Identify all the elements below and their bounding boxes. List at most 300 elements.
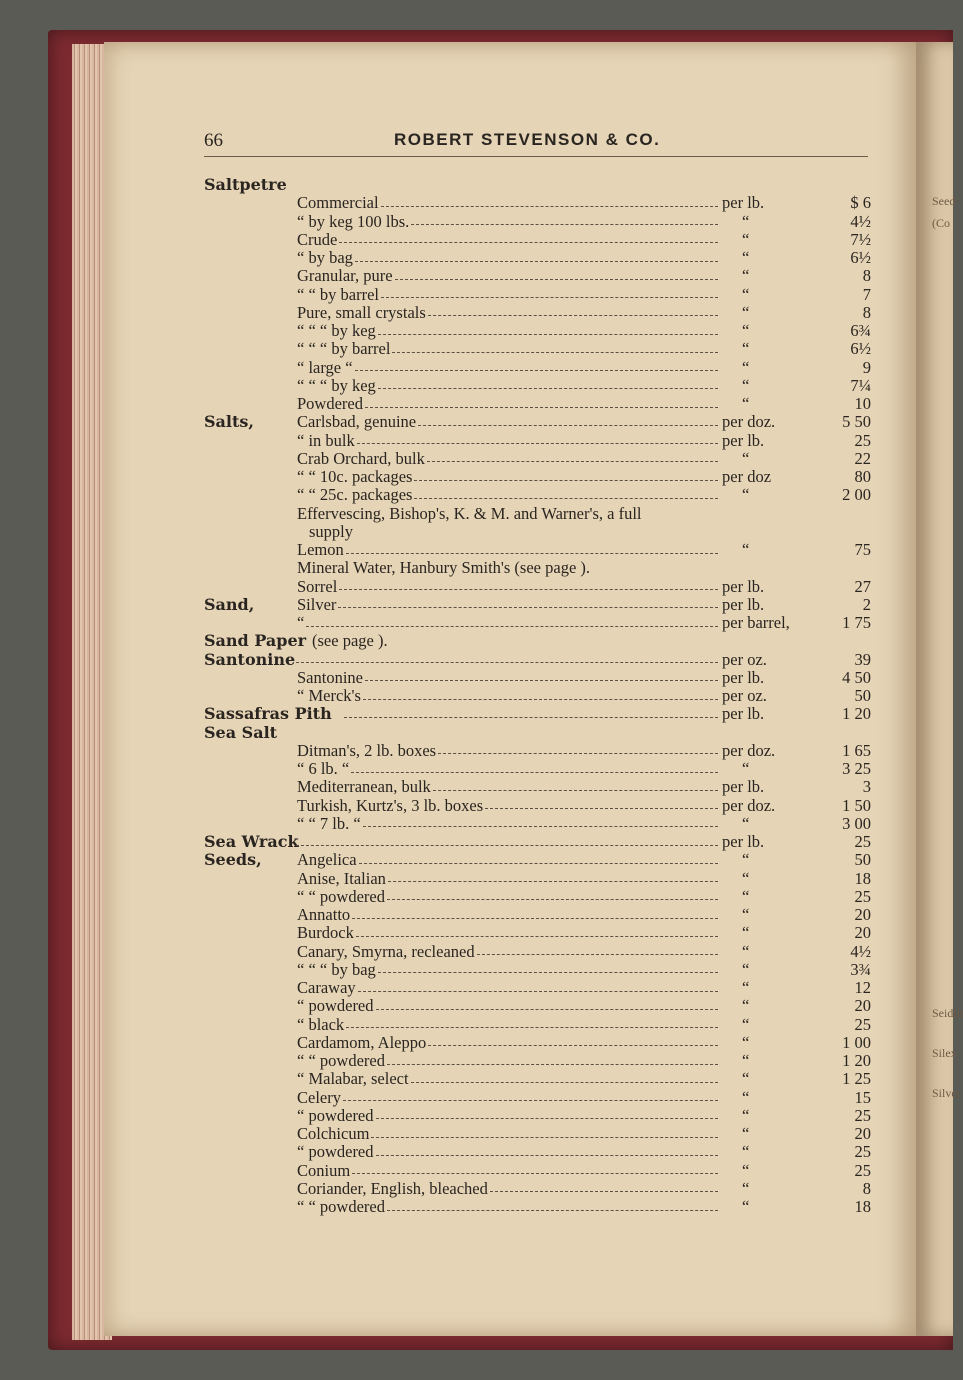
unit-label: “ [742, 813, 750, 833]
item-name: “ “ 10c. packages [297, 467, 413, 486]
dot-leader [371, 1137, 718, 1138]
item-description [297, 286, 720, 304]
item-description [297, 924, 720, 942]
price-value: 39 [854, 649, 871, 669]
dot-leader [381, 297, 718, 298]
price-value: 25 [854, 1105, 871, 1125]
dot-leader [339, 242, 718, 243]
list-item [0, 505, 953, 523]
dot-leader [418, 425, 718, 426]
unit-label: per lb. [722, 667, 765, 687]
price-value: 18 [854, 1197, 871, 1216]
item-name: “ “ “ by bag [297, 959, 376, 979]
price-value: 1 20 [842, 704, 871, 724]
list-item [0, 578, 953, 596]
dot-leader [355, 261, 718, 262]
dot-leader [378, 334, 718, 335]
item-description [297, 194, 720, 212]
list-item [0, 176, 953, 194]
item-name: Anise, Italian [297, 868, 386, 888]
item-description [297, 870, 720, 888]
unit-label: per lb. [722, 704, 765, 724]
price-value: 1 00 [842, 1032, 871, 1052]
price-value: 25 [854, 430, 871, 450]
price-value: 2 00 [842, 485, 871, 505]
price-value: 3¾ [850, 959, 871, 979]
adjacent-fragment: (Co [932, 216, 950, 230]
unit-label: “ [742, 1160, 750, 1180]
item-name: “ Malabar, select [297, 1069, 409, 1089]
list-item [0, 468, 953, 486]
dot-leader [365, 680, 718, 681]
dot-leader [485, 808, 718, 809]
item-name: Coriander, English, bleached [297, 1178, 488, 1198]
list-item [0, 1125, 953, 1143]
unit-label: “ [742, 229, 750, 249]
item-description [297, 377, 720, 395]
item-description [297, 340, 720, 358]
dot-leader [344, 717, 718, 718]
item-name: Pure, small crystals [297, 302, 426, 322]
dot-leader [378, 388, 718, 389]
dot-leader [414, 480, 718, 481]
dot-leader [414, 498, 718, 499]
item-name: Effervescing, Bishop's, K. & M. and Warner's, a full [297, 503, 642, 523]
list-item [0, 724, 953, 742]
item-description [297, 432, 720, 450]
list-item [0, 614, 953, 632]
list-item [0, 651, 953, 669]
price-value: 6¾ [850, 321, 871, 340]
dot-leader [395, 279, 718, 280]
item-description [342, 705, 720, 723]
price-value: 8 [862, 1178, 871, 1198]
item-name: “ large “ [297, 357, 353, 377]
dot-leader [387, 899, 718, 900]
price-value: 20 [854, 923, 871, 943]
item-name: supply [309, 521, 354, 541]
unit-label: “ [742, 1051, 750, 1070]
dot-leader [428, 1045, 718, 1046]
unit-label: “ [742, 266, 750, 286]
price-value: 7¼ [850, 375, 871, 395]
dot-leader [356, 936, 718, 937]
dot-leader [376, 1009, 718, 1010]
dot-leader [296, 845, 718, 846]
item-description [297, 1016, 720, 1034]
item-description [297, 1034, 720, 1052]
page-title: ROBERT STEVENSON & CO. [394, 130, 661, 149]
item-name: Angelica [297, 850, 357, 870]
item-description [297, 468, 720, 486]
item-description [297, 1107, 720, 1125]
dot-leader [378, 972, 718, 973]
item-name: Mineral Water, Hanbury Smith's (see page ). [297, 558, 591, 578]
list-item [0, 851, 953, 869]
list-item [0, 760, 953, 778]
dot-leader [346, 553, 718, 554]
list-item [0, 1089, 953, 1107]
unit-label: “ [742, 1124, 750, 1143]
dot-leader [358, 991, 718, 992]
item-name: Lemon [297, 540, 344, 559]
item-description [297, 943, 720, 961]
unit-label: “ [742, 923, 750, 943]
dot-leader [352, 1173, 718, 1174]
unit-label: “ [742, 996, 750, 1016]
price-value: 15 [854, 1087, 871, 1107]
category-heading: Sea Salt [204, 722, 278, 742]
unit-label: “ [742, 302, 750, 322]
price-value: 80 [854, 467, 871, 486]
adjacent-fragment: Seidlit [932, 1006, 963, 1020]
unit-label: per doz. [722, 795, 776, 815]
item-name: “ 6 lb. “ [297, 759, 350, 778]
list-item [0, 870, 953, 888]
list-item [0, 888, 953, 906]
item-description [297, 1198, 720, 1216]
unit-label: per barrel, [722, 613, 790, 632]
unit-label: “ [742, 485, 750, 505]
category-heading: Santonine [204, 649, 296, 669]
price-value: 8 [862, 266, 871, 286]
unit-label: per doz. [722, 740, 776, 760]
unit-label: “ [742, 1178, 750, 1198]
item-description [294, 833, 720, 851]
item-description [297, 359, 720, 377]
item-description [294, 651, 720, 669]
dot-leader [355, 370, 718, 371]
list-item [0, 1052, 953, 1070]
item-description [297, 1125, 720, 1143]
item-name: Celery [297, 1087, 341, 1107]
price-value: 1 20 [842, 1051, 871, 1070]
unit-label: “ [742, 978, 750, 997]
unit-label: “ [742, 540, 750, 559]
item-description [297, 742, 720, 760]
item-description [297, 997, 720, 1015]
item-name: “ by keg 100 lbs. [297, 211, 410, 231]
category-heading: Sand Paper [204, 631, 307, 651]
list-item [0, 322, 953, 340]
dot-leader [376, 1155, 718, 1156]
item-description [297, 596, 720, 614]
unit-label: “ [742, 375, 750, 395]
unit-label: per lb. [722, 832, 765, 851]
list-item [0, 778, 953, 796]
item-name: Santonine [297, 667, 363, 687]
item-name: Conium [297, 1160, 351, 1180]
dot-leader [339, 589, 718, 590]
price-value: 1 65 [842, 740, 871, 760]
list-item [0, 359, 953, 377]
dot-leader [427, 461, 718, 462]
item-description [297, 231, 720, 249]
item-description [297, 413, 720, 431]
dot-leader [387, 1064, 718, 1065]
list-item [0, 596, 953, 614]
list-item [0, 286, 953, 304]
item-name: “ “ “ by keg [297, 321, 376, 340]
unit-label: per oz. [722, 649, 767, 669]
dot-leader [376, 1118, 718, 1119]
unit-label: “ [742, 1087, 750, 1107]
item-name: “ “ powdered [297, 1051, 385, 1070]
item-description [297, 979, 720, 997]
adjacent-fragment: Seed [932, 194, 956, 208]
dot-leader [346, 1027, 718, 1028]
list-item [0, 267, 953, 285]
list-item [0, 669, 953, 687]
item-description [297, 304, 720, 322]
dot-leader [477, 954, 718, 955]
unit-label: “ [742, 759, 750, 778]
dot-leader [343, 1100, 718, 1101]
unit-label: per lb. [722, 777, 765, 797]
item-name: “ powdered [297, 1105, 374, 1125]
page-number: 66 [204, 130, 223, 151]
adjacent-fragment: Silver [932, 1086, 961, 1100]
price-value: 3 25 [842, 759, 871, 778]
item-name: Annatto [297, 905, 351, 924]
item-name: “ “ powdered [297, 1197, 385, 1216]
dot-leader [392, 352, 718, 353]
price-value: 3 [862, 777, 871, 797]
list-item [0, 1107, 953, 1125]
list-item [0, 687, 953, 705]
item-name: “ “ powdered [297, 886, 385, 906]
list-item [0, 193, 956, 213]
price-value: 20 [854, 1124, 871, 1143]
price-value: 6½ [850, 248, 871, 267]
item-description [297, 1052, 720, 1070]
unit-label: “ [742, 941, 750, 961]
item-name: Colchicum [297, 1124, 370, 1143]
list-item [0, 541, 953, 559]
category-heading: Saltpetre [204, 175, 287, 194]
unit-label: per lb. [722, 576, 765, 596]
price-value: 27 [854, 576, 871, 596]
dot-leader [411, 1082, 718, 1083]
unit-label: per doz. [722, 412, 776, 432]
page-header [204, 130, 868, 156]
item-name: “ powdered [297, 996, 374, 1016]
unit-label: “ [742, 248, 750, 267]
item-name: Turkish, Kurtz's, 3 lb. boxes [297, 795, 484, 815]
item-name: “ “ by barrel [297, 284, 379, 304]
item-description [297, 249, 720, 267]
list-item [0, 742, 953, 760]
list-item [0, 906, 953, 924]
unit-label: “ [742, 886, 750, 906]
item-name: Crab Orchard, bulk [297, 448, 425, 468]
item-name: Ditman's, 2 lb. boxes [297, 740, 437, 760]
price-value: 25 [854, 1014, 871, 1034]
price-value: 12 [854, 978, 871, 997]
dot-leader [296, 662, 718, 663]
dot-leader [352, 918, 718, 919]
list-item [0, 559, 953, 577]
unit-label: per lb. [722, 430, 765, 450]
dot-leader [306, 626, 718, 627]
unit-label: “ [742, 1032, 750, 1052]
item-name: “ “ “ by barrel [297, 339, 391, 359]
list-item [0, 1034, 953, 1052]
unit-label: “ [742, 1142, 750, 1162]
item-description [297, 1070, 720, 1088]
price-value: $ 6 [850, 193, 871, 213]
item-name: Carlsbad, genuine [297, 412, 417, 432]
item-description [297, 797, 720, 815]
list-item [0, 523, 953, 541]
dot-leader [388, 881, 718, 882]
price-value: 50 [854, 850, 871, 870]
item-description [297, 961, 720, 979]
dot-leader [357, 443, 718, 444]
category-heading: Sea Wrack [204, 832, 299, 851]
item-description [297, 1089, 720, 1107]
item-description [309, 523, 820, 541]
list-item [0, 1198, 953, 1216]
unit-label: “ [742, 1105, 750, 1125]
item-name: “ powdered [297, 1142, 374, 1162]
price-value: 4 50 [842, 667, 871, 687]
item-description [297, 559, 820, 577]
price-value: 25 [854, 1160, 871, 1180]
price-value: 50 [854, 686, 871, 705]
item-description [297, 760, 720, 778]
list-item [0, 1143, 953, 1161]
item-name: Sorrel [297, 576, 338, 596]
item-description [297, 851, 720, 869]
item-name: “ in bulk [297, 430, 355, 450]
list-item [0, 1162, 953, 1180]
item-name: Silver [297, 594, 337, 614]
list-item [0, 632, 953, 650]
unit-label: “ [742, 1197, 750, 1216]
item-name: Commercial [297, 193, 379, 213]
list-item [0, 231, 953, 249]
item-name: Burdock [297, 923, 354, 943]
item-description [297, 815, 720, 833]
unit-label: “ [742, 211, 750, 231]
price-value: 6½ [850, 339, 871, 359]
item-description [297, 1180, 720, 1198]
list-item [0, 979, 953, 997]
dot-leader [433, 790, 718, 791]
price-value: 10 [854, 394, 871, 413]
price-value: 18 [854, 868, 871, 888]
list-item [0, 943, 953, 961]
price-value: 7 [862, 284, 871, 304]
item-description [297, 1143, 720, 1161]
price-value: 25 [854, 886, 871, 906]
price-value: 7½ [850, 229, 871, 249]
dot-leader [351, 772, 718, 773]
list-item [0, 924, 953, 942]
unit-label: per lb. [722, 193, 765, 213]
price-value: 20 [854, 996, 871, 1016]
item-name: “ by bag [297, 248, 353, 267]
item-description [297, 669, 720, 687]
unit-label: “ [742, 850, 750, 870]
list-item [0, 961, 953, 979]
list-item [0, 450, 953, 468]
item-name: (see page ). [312, 631, 388, 651]
dot-leader [411, 224, 718, 225]
unit-label: “ [742, 1014, 750, 1034]
list-item [0, 833, 953, 851]
list-item [0, 249, 953, 267]
price-value: 1 50 [842, 795, 871, 815]
list-item [0, 213, 953, 231]
price-value: 20 [854, 905, 871, 924]
item-description [297, 395, 720, 413]
unit-label: per lb. [722, 594, 765, 614]
item-name: “ “ 25c. packages [297, 485, 413, 505]
item-description [297, 541, 720, 559]
item-description [297, 888, 720, 906]
list-item [0, 705, 953, 723]
dot-leader [338, 607, 718, 608]
item-name: “ “ “ by keg [297, 375, 376, 395]
list-item [0, 395, 953, 413]
item-description [297, 450, 720, 468]
price-value: 4½ [850, 211, 871, 231]
price-value: 3 00 [842, 813, 871, 833]
item-description [297, 267, 720, 285]
unit-label: “ [742, 339, 750, 359]
list-item [0, 340, 953, 358]
item-name: “ black [297, 1014, 345, 1034]
dot-leader [438, 753, 718, 754]
list-item [0, 797, 953, 815]
item-description [297, 1162, 720, 1180]
category-heading: Seeds, [204, 850, 262, 870]
item-name: Crude [297, 229, 338, 249]
price-value: 9 [862, 357, 871, 377]
unit-label: “ [742, 284, 750, 304]
item-description [312, 632, 820, 650]
dot-leader [359, 863, 718, 864]
item-description [297, 578, 720, 596]
price-value: 8 [862, 302, 871, 322]
price-value: 1 75 [842, 613, 871, 632]
unit-label: “ [742, 1069, 750, 1089]
price-value: 25 [854, 832, 871, 851]
price-value: 4½ [850, 941, 871, 961]
dot-leader [363, 699, 718, 700]
item-name: Caraway [297, 978, 356, 997]
unit-label: “ [742, 394, 750, 413]
price-value: 22 [854, 448, 871, 468]
category-heading: Sassafras Pith [204, 704, 332, 724]
dot-leader [387, 1210, 718, 1211]
dot-leader [365, 407, 718, 408]
unit-label: “ [742, 868, 750, 888]
item-description [297, 687, 720, 705]
item-description [297, 213, 720, 231]
list-item [0, 304, 953, 322]
list-item [0, 486, 953, 504]
list-item [0, 1016, 953, 1034]
item-description [297, 614, 720, 632]
item-description [297, 322, 720, 340]
header-rule [204, 156, 868, 157]
dot-leader [363, 826, 718, 827]
unit-label: per oz. [722, 686, 767, 705]
unit-label: “ [742, 357, 750, 377]
